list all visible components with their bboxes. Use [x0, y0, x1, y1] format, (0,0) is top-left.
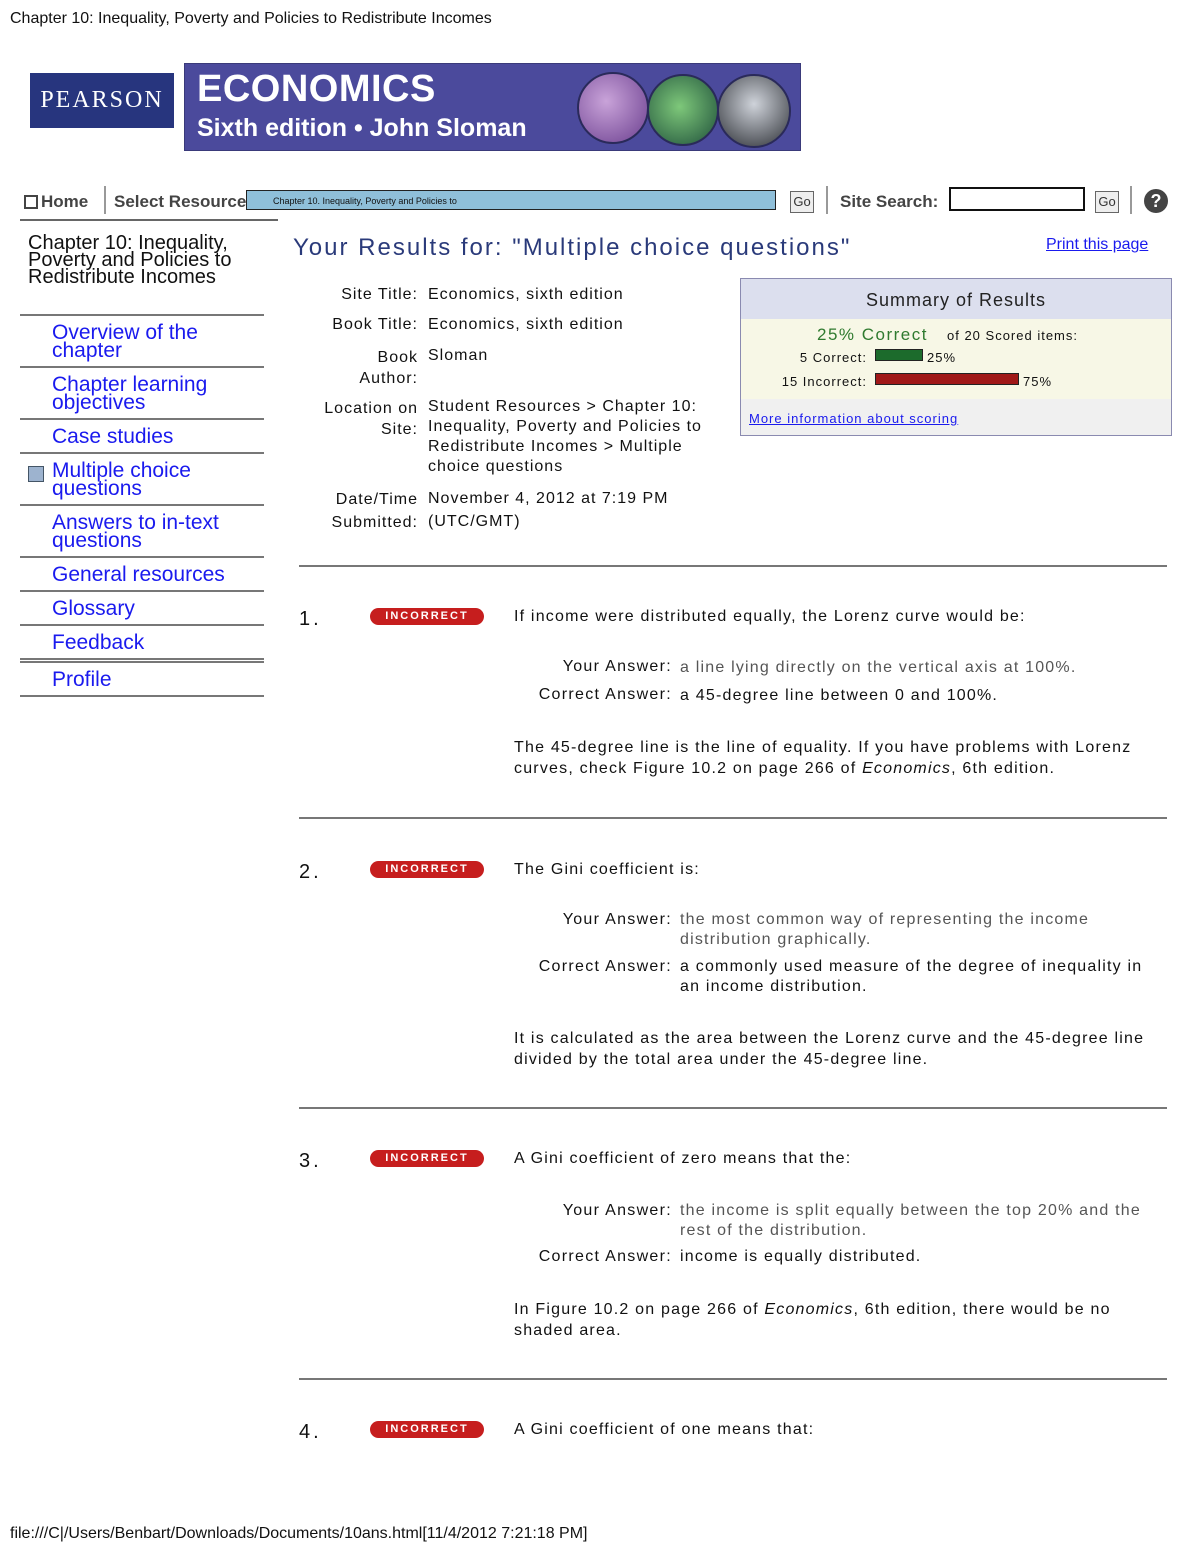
nav-bar: [20, 182, 1180, 218]
question-number: 4.: [299, 1421, 322, 1443]
home-link[interactable]: [24, 192, 88, 212]
score-percent: 25% Correct: [817, 325, 928, 344]
current-page-icon: [28, 466, 44, 482]
question-text: A Gini coefficient of one means that:: [514, 1421, 815, 1438]
meta-value: Economics, sixth edition: [428, 286, 624, 303]
pearson-logo: [30, 73, 174, 128]
banner-subtitle: Sixth edition • John Sloman: [197, 114, 527, 142]
sidebar-item-case-studies[interactable]: [20, 418, 264, 452]
incorrect-percent: 75%: [1023, 374, 1053, 389]
explanation-text: The 45-degree line is the line of equality. If you have problems with Lorenz curves, check Figure 10.2 on page 266 of: [514, 739, 1132, 777]
explanation-text: , 6th edition, there would be no shaded area.: [514, 1301, 1111, 1339]
meta-label: Book Author:: [359, 349, 418, 387]
explanation: [514, 737, 1164, 779]
sidebar-item-profile[interactable]: [20, 658, 264, 697]
sidebar-item-label: Multiple choice questions: [52, 459, 191, 500]
print-footer-url: file:///C|/Users/Benbart/Downloads/Documents/10ans.html[11/4/2012 7:21:18 PM]: [10, 1525, 588, 1542]
meta-value: Student Resources > Chapter 10: Inequality, Poverty and Policies to Redistribute Incomes > Multiple choice questions: [428, 398, 702, 475]
your-answer-value: the most common way of representing the income distribution graphically.: [680, 911, 1090, 948]
page-title: Your Results for: "Multiple choice questions": [293, 234, 852, 261]
select-resource-label: Select Resource: [114, 192, 247, 211]
banner-title: ECONOMICS: [197, 68, 436, 110]
nav-divider: [826, 186, 828, 214]
explanation: [514, 1028, 1164, 1070]
sidebar-item-general-resources[interactable]: [20, 556, 264, 590]
question-text: A Gini coefficient of zero means that the:: [514, 1150, 852, 1167]
correct-answer-value: income is equally distributed.: [680, 1248, 922, 1265]
score-total: of 20 Scored items:: [947, 328, 1078, 343]
incorrect-bar: [875, 373, 1019, 385]
book-title: Economics: [764, 1301, 854, 1318]
sidebar-item-label: General resources: [52, 563, 225, 586]
divider: [299, 1378, 1167, 1380]
explanation: [514, 1299, 1164, 1341]
incorrect-badge: INCORRECT: [370, 608, 484, 625]
meta-value: November 4, 2012 at 7:19 PM (UTC/GMT): [428, 490, 669, 530]
divider: [299, 565, 1167, 567]
correct-answer-label: Correct Answer:: [538, 958, 672, 975]
sidebar-menu: [20, 314, 264, 697]
incorrect-badge: INCORRECT: [370, 1421, 484, 1438]
summary-heading: Summary of Results: [741, 279, 1171, 319]
sidebar-item-learning-objectives[interactable]: [20, 366, 264, 418]
explanation-text: It is calculated as the area between the Lorenz curve and the 45-degree line divided by the total area under the 45-degree line.: [514, 1030, 1145, 1068]
meta-label: Location on Site:: [324, 400, 418, 438]
your-answer-label: Your Answer:: [562, 1202, 672, 1219]
site-search-label: Site Search:: [840, 192, 939, 211]
question-number: 3.: [299, 1150, 322, 1172]
sidebar-item-glossary[interactable]: [20, 590, 264, 624]
correct-count-label: 5 Correct:: [799, 350, 867, 365]
print-page-link[interactable]: Print this page: [1046, 236, 1149, 253]
home-label: Home: [41, 192, 89, 211]
sidebar-item-label: Answers to in-text questions: [52, 511, 219, 552]
sidebar-item-overview[interactable]: [20, 314, 264, 366]
incorrect-count-label: 15 Incorrect:: [781, 374, 867, 389]
home-icon: [24, 195, 38, 209]
incorrect-badge: INCORRECT: [370, 861, 484, 878]
summary-of-results: [740, 278, 1172, 436]
sidebar-item-in-text-answers[interactable]: [20, 504, 264, 556]
incorrect-badge: INCORRECT: [370, 1150, 484, 1167]
site-search-input[interactable]: [949, 187, 1085, 211]
explanation-text: In Figure 10.2 on page 266 of: [514, 1301, 765, 1318]
print-header: Chapter 10: Inequality, Poverty and Policies to Redistribute Incomes: [10, 10, 492, 27]
sidebar-item-label: Profile: [52, 668, 112, 691]
sidebar-chapter-title: Chapter 10: Inequality, Poverty and Policies to Redistribute Incomes: [28, 232, 232, 288]
question-number: 1.: [299, 608, 322, 630]
divider: [299, 1107, 1167, 1109]
summary-footer: [741, 399, 1171, 435]
correct-answer-label: Correct Answer:: [538, 686, 672, 703]
nav-divider: [104, 186, 106, 214]
correct-answer-value: a commonly used measure of the degree of inequality in an income distribution.: [680, 958, 1143, 995]
sidebar-item-label: Feedback: [52, 631, 145, 654]
your-answer-label: Your Answer:: [562, 911, 672, 928]
meta-value: Sloman: [428, 347, 489, 364]
globe-graphic-icon: [577, 72, 649, 144]
question-text: The Gini coefficient is:: [514, 861, 700, 878]
meta-label: Date/Time Submitted:: [331, 491, 418, 531]
sidebar-item-label: Chapter learning objectives: [52, 373, 208, 414]
resource-go-button[interactable]: Go: [790, 191, 814, 213]
nav-divider: [1130, 186, 1132, 214]
world-globe-icon: [647, 74, 719, 146]
summary-body: [741, 319, 1171, 399]
your-answer-value: the income is split equally between the top 20% and the rest of the distribution.: [680, 1202, 1141, 1239]
question-text: If income were distributed equally, the Lorenz curve would be:: [514, 608, 1026, 625]
search-go-button[interactable]: Go: [1095, 191, 1119, 213]
question-number: 2.: [299, 861, 322, 883]
explanation-text: , 6th edition.: [951, 760, 1056, 777]
economics-banner: [184, 63, 801, 151]
resource-select[interactable]: Chapter 10. Inequality, Poverty and Policies to: [246, 190, 776, 210]
more-info-scoring-link[interactable]: More information about scoring: [749, 411, 959, 426]
correct-percent: 25%: [927, 350, 957, 365]
sidebar-item-label: Case studies: [52, 425, 174, 448]
help-icon[interactable]: ?: [1144, 189, 1168, 213]
sidebar-item-multiple-choice[interactable]: [20, 452, 264, 504]
meta-label: Site Title:: [341, 286, 418, 303]
correct-bar: [875, 349, 923, 361]
divider: [299, 817, 1167, 819]
pearson-logo-text: PEARSON: [40, 87, 164, 113]
your-answer-label: Your Answer:: [562, 658, 672, 675]
sidebar-item-feedback[interactable]: [20, 624, 264, 658]
correct-answer-value: a 45-degree line between 0 and 100%.: [680, 687, 999, 704]
correct-answer-label: Correct Answer:: [538, 1248, 672, 1265]
ship-globe-icon: [717, 74, 791, 148]
sidebar-item-label: Glossary: [52, 597, 135, 620]
nav-underline: [20, 219, 278, 221]
meta-label: Book Title:: [332, 316, 418, 333]
your-answer-value: a line lying directly on the vertical axis at 100%.: [680, 659, 1077, 676]
book-title: Economics: [862, 760, 952, 777]
meta-value: Economics, sixth edition: [428, 316, 624, 333]
sidebar-item-label: Overview of the chapter: [52, 321, 198, 362]
